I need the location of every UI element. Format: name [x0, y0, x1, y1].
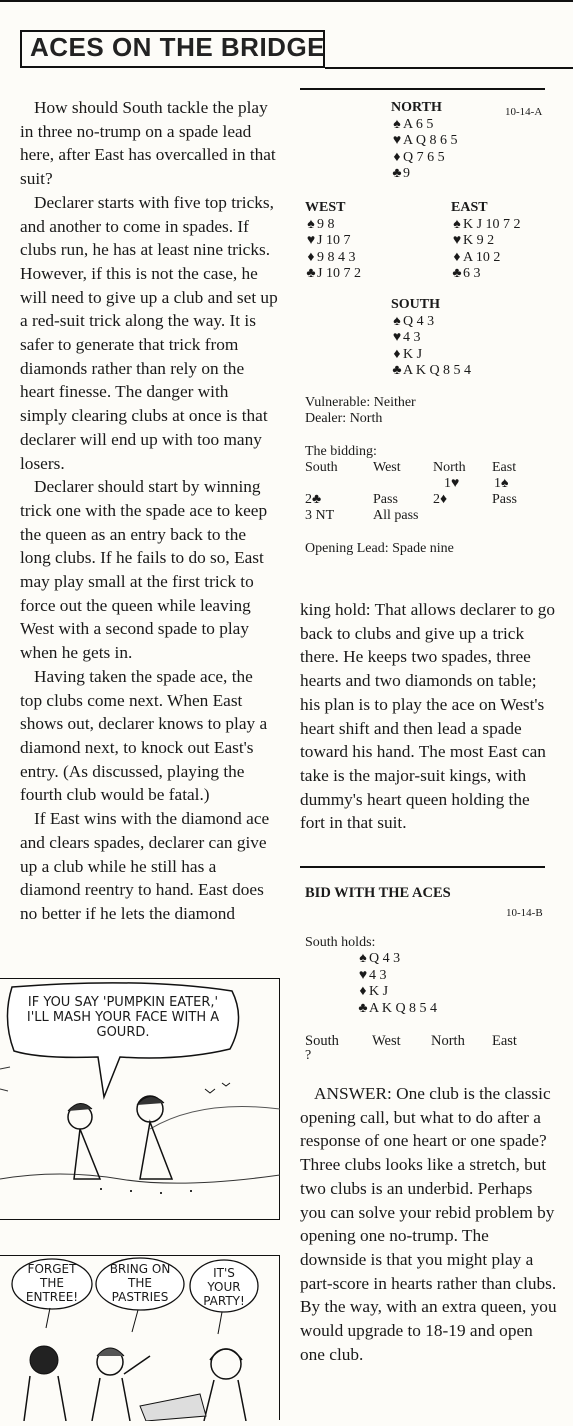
comic-2-bubble-2: BRING ON THE PASTRIES — [109, 1262, 171, 1304]
page-title: ACES ON THE BRIDGE — [30, 32, 326, 62]
diamond-icon: ♦ — [453, 249, 461, 265]
article-paragraph: Declarer starts with five top tricks, and another to come in spades. If clubs run, he has at least nine tricks. However, if this is not the case, he will need to give up a club and set up a red-suit trick along the way. It is safer to generate that trick from diamonds rather than rely on the heart finesse. The danger with simply clearing clubs at once is that declarer will end up with too many losers. — [20, 192, 278, 473]
north-diamonds: Q 7 6 5 — [403, 149, 445, 165]
quiz-clubs: A K Q 8 5 4 — [369, 1000, 438, 1016]
continuation-text: king hold: That allows declarer to go back to clubs and give up a trick there. He keeps two spades, three hearts and two diamonds on table; his plan is to play the ace on West's heart shift and then lead a spade toward his hand. The most East can take is the major-suit kings, with dummy's heart queen holding the fort in that suit. — [300, 600, 555, 833]
quiz-title: BID WITH THE ACES — [305, 885, 451, 901]
south-hearts: 4 3 — [403, 330, 421, 345]
west-label: WEST — [305, 200, 346, 215]
bidding-header-north: North — [433, 460, 466, 475]
spade-icon: ♠ — [393, 116, 401, 132]
deal-top-rule — [300, 88, 545, 90]
quiz-header-south: South — [305, 1033, 339, 1049]
deal-code: 10-14-A — [505, 106, 543, 118]
east-label: EAST — [451, 200, 488, 215]
east-spades: K J 10 7 2 — [463, 216, 521, 232]
spade-icon: ♠ — [359, 951, 367, 966]
article-column — [20, 96, 278, 926]
north-hearts: A Q 8 6 5 — [403, 133, 458, 148]
east-hearts: K 9 2 — [463, 233, 495, 248]
bid-east-1: 1♠ — [494, 476, 509, 491]
quiz-diamonds: K J — [369, 984, 389, 999]
east-diamonds: A 10 2 — [463, 249, 501, 265]
comic-1-speech: IF YOU SAY 'PUMPKIN EATER,' I'LL MASH YOUR FACE WITH A GOURD. — [26, 995, 220, 1040]
west-spades: 9 8 — [317, 216, 335, 232]
spade-icon: ♠ — [453, 216, 461, 232]
diamond-icon: ♦ — [307, 249, 315, 265]
quiz-answer — [300, 1082, 558, 1366]
south-hand — [391, 297, 471, 380]
south-diamonds: K J — [403, 346, 423, 362]
south-spades: Q 4 3 — [403, 313, 435, 329]
east-hand — [451, 200, 521, 283]
comic-2-bubble-1: FORGET THE ENTREE! — [25, 1262, 79, 1304]
south-label: SOUTH — [391, 297, 441, 312]
heart-icon: ♥ — [392, 330, 402, 345]
bid-east-2: Pass — [492, 492, 517, 507]
quiz-hearts: 4 3 — [369, 967, 387, 983]
west-hand — [305, 200, 361, 283]
quiz-spades: Q 4 3 — [369, 951, 401, 966]
bid-west-2: Pass — [373, 492, 398, 507]
bid-south-3: 3 NT — [305, 508, 335, 523]
club-icon: ♣ — [452, 266, 462, 281]
north-label: NORTH — [391, 100, 442, 115]
bid-north-1: 1♥ — [444, 476, 460, 491]
east-clubs: 6 3 — [463, 266, 481, 281]
bidding-header-west: West — [373, 460, 401, 475]
west-clubs: J 10 7 2 — [317, 266, 361, 281]
west-diamonds: 9 8 4 3 — [317, 249, 356, 265]
comic-2-bubble-3: IT'S YOUR PARTY! — [203, 1266, 245, 1308]
spade-icon: ♠ — [307, 216, 315, 232]
answer-text: ANSWER: One club is the classic opening call, but what to do after a response of one heart or one spade? Three clubs looks like a stretch, but two clubs is an underbid. Perhaps you can solve your rebid problem by opening one no-trump. The downside is that you might play a part-score in hearts rather than clubs. By the way, with an extra queen, you would upgrade to 18-19 and open one club. — [300, 1084, 557, 1364]
quiz-top-rule — [300, 866, 545, 868]
club-icon: ♣ — [358, 1000, 368, 1016]
heart-icon: ♥ — [452, 233, 462, 248]
north-hand — [391, 100, 457, 183]
quiz-code: 10-14-B — [506, 907, 543, 919]
bid-west-3: All pass — [373, 508, 419, 523]
diamond-icon: ♦ — [359, 984, 367, 999]
bidding-title: The bidding: — [305, 444, 377, 459]
club-icon: ♣ — [392, 166, 402, 181]
bid-north-2: 2♦ — [433, 492, 448, 507]
heart-icon: ♥ — [306, 233, 316, 248]
south-clubs: A K Q 8 5 4 — [403, 363, 472, 378]
dealer: Dealer: North — [305, 411, 383, 426]
holds-label: South holds: — [305, 935, 376, 950]
bidding-header-east: East — [492, 460, 517, 475]
north-clubs: 9 — [403, 166, 410, 181]
heart-icon: ♥ — [392, 133, 402, 148]
spade-icon: ♠ — [393, 313, 401, 329]
article-continuation — [300, 598, 555, 835]
bid-south-2: 2♣ — [305, 492, 322, 507]
vulnerability: Vulnerable: Neither — [305, 395, 416, 410]
diamond-icon: ♦ — [393, 149, 401, 165]
club-icon: ♣ — [392, 363, 402, 378]
quiz-question-mark: ? — [305, 1048, 312, 1063]
header-rule — [325, 67, 573, 69]
diamond-icon: ♦ — [393, 346, 401, 362]
article-paragraph: How should South tackle the play in three no-trump on a spade lead here, after East has overcalled in that suit? — [20, 98, 276, 189]
quiz-header-north: North — [431, 1033, 465, 1049]
club-icon: ♣ — [306, 266, 316, 281]
quiz-header-east: East — [492, 1033, 517, 1049]
heart-icon: ♥ — [358, 967, 368, 983]
bidding-header-south: South — [305, 460, 338, 475]
article-paragraph: Having taken the spade ace, the top clubs come next. When East shows out, declarer knows to play a diamond next, to knock out East's entry. (As discussed, playing the fourth club would be fatal.) — [20, 666, 268, 805]
article-paragraph: If East wins with the diamond ace and clears spades, declarer can give up a club while he still has a diamond reentry to hand. East does no better if he lets the diamond — [20, 809, 270, 923]
top-rule — [0, 0, 573, 2]
article-paragraph: Declarer should start by winning trick one with the spade ace to keep the queen as an entry back to the long clubs. If he fails to do so, East may play small at the first trick to force out the queen while leaving West with a second spade to play when he gets in. — [20, 477, 268, 663]
quiz-header-west: West — [372, 1033, 401, 1049]
west-hearts: J 10 7 — [317, 233, 351, 248]
north-spades: A 6 5 — [403, 116, 434, 132]
opening-lead: Opening Lead: Spade nine — [305, 541, 454, 556]
quiz-hand — [357, 951, 437, 1017]
